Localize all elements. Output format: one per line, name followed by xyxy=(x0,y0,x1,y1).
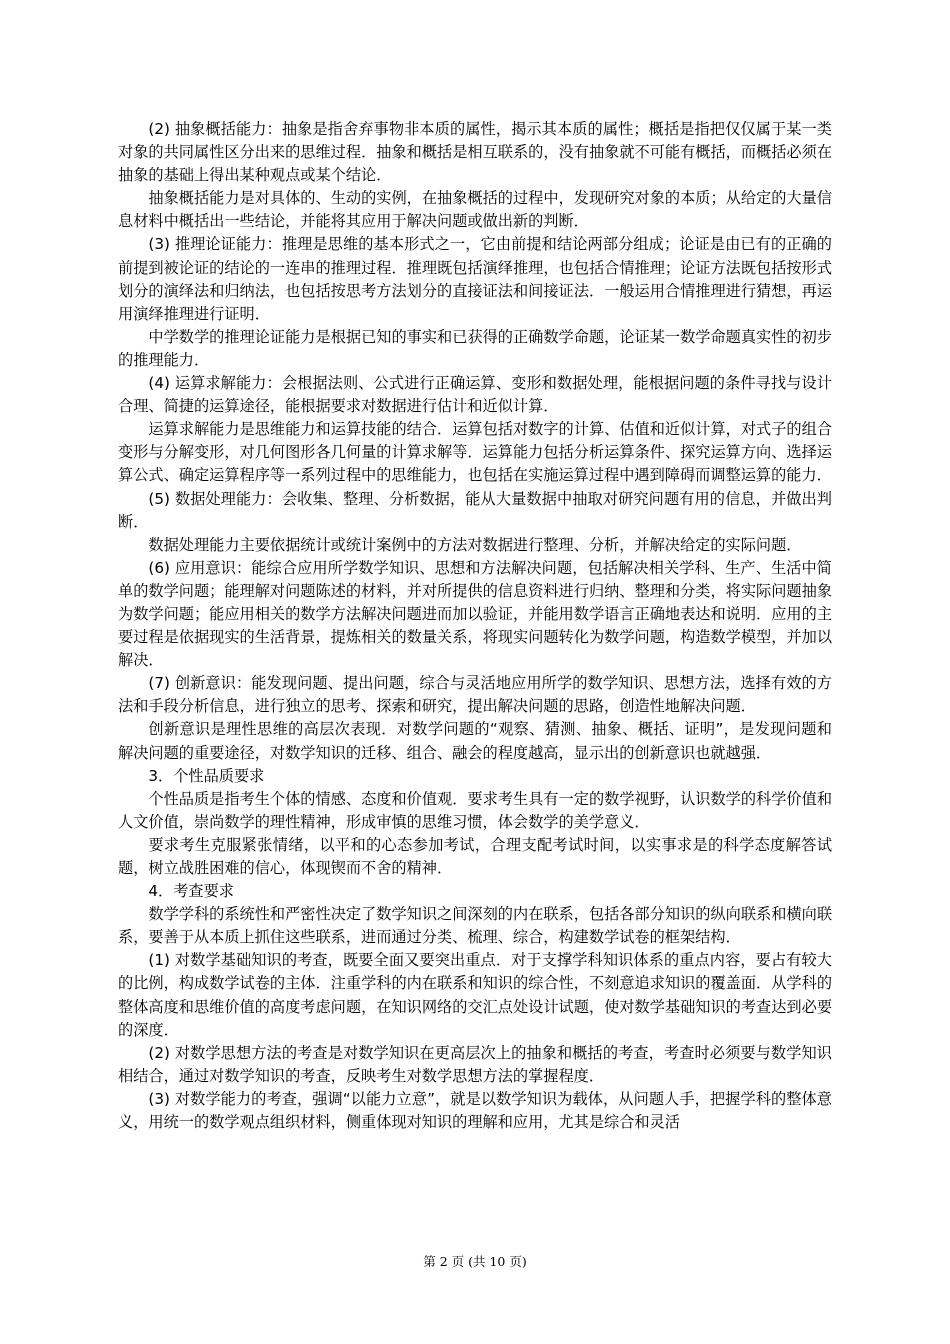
paragraph-abstraction-ability: (2) 抽象概括能力：抽象是指舍弃事物非本质的属性，揭示其本质的属性；概括是指把仅仅属于某一类对象的共同属性区分出来的思维过程．抽象和概括是相互联系的，没有抽象就不可能有概括，而概括必须在抽象的基础上得出某种观点或某个结论． xyxy=(118,120,832,185)
page-footer: 第 2 页 (共 10 页) xyxy=(423,1254,527,1269)
section-heading-assessment: 4．考查要求 xyxy=(148,882,234,901)
paragraph-personality-definition: 个性品质是指考生个体的情感、态度和价值观．要求考生具有一定的数学视野，认识数学的科学价值和人文价值，崇尚数学的理性精神，形成审慎的思维习惯，体会数学的美学意义． xyxy=(118,789,832,831)
paragraph-assessment-basic-knowledge: (1) 对数学基础知识的考查，既要全面又要突出重点．对于支撑学科知识体系的重点内容，要占有较大的比例，构成数学试卷的主体．注重学科的内在联系和知识的综合性，不刻意追求知识的覆盖面．从学科的整体高度和思维价值的高度考虑问题，在知识网络的交汇点处设计试题，使对数学基础知识的考查达到必要的深度． xyxy=(118,951,832,1039)
paragraph-assessment-thinking-methods: (2) 对数学思想方法的考查是对数学知识在更高层次上的抽象和概括的考查，考查时必须要与数学知识相结合，通过对数学知识的考查，反映考生对数学思想方法的掌握程度． xyxy=(118,1043,832,1085)
paragraph-data-processing-ability: (5) 数据处理能力：会收集、整理、分析数据，能从大量数据中抽取对研究问题有用的信息，并做出判断． xyxy=(118,489,832,531)
paragraph-computation-ability: (4) 运算求解能力：会根据法则、公式进行正确运算、变形和数据处理，能根据问题的条件寻找与设计合理、简捷的运算途径，能根据要求对数据进行估计和近似计算． xyxy=(118,374,832,416)
paragraph-personality-requirement: 要求考生克服紧张情绪，以平和的心态参加考试，合理支配考试时间，以实事求是的科学态度解答试题，树立战胜困难的信心，体现锲而不舍的精神． xyxy=(118,835,832,877)
paragraph-data-processing-detail: 数据处理能力主要依据统计或统计案例中的方法对数据进行整理、分析，并解决给定的实际问题． xyxy=(148,535,802,554)
section-heading-personality: 3．个性品质要求 xyxy=(148,766,265,785)
paragraph-reasoning-detail: 中学数学的推理论证能力是根据已知的事实和已获得的正确数学命题，论证某一数学命题真实性的初步的推理能力． xyxy=(118,327,832,369)
paragraph-innovation-detail: 创新意识是理性思维的高层次表现．对数学问题的“观察、猜测、抽象、概括、证明”，是发现问题和解决问题的重要途径，对数学知识的迁移、组合、融会的程度越高，显示出的创新意识也就越强． xyxy=(118,720,832,762)
paragraph-innovation-awareness: (7) 创新意识：能发现问题、提出问题，综合与灵活地应用所学的数学知识、思想方法，选择有效的方法和手段分析信息，进行独立的思考、探索和研究，提出解决问题的思路，创造性地解决问题． xyxy=(118,674,832,716)
paragraph-abstraction-detail: 抽象概括能力是对具体的、生动的实例，在抽象概括的过程中，发现研究对象的本质；从给定的大量信息材料中概括出一些结论，并能将其应用于解决问题或做出新的判断． xyxy=(118,189,832,231)
paragraph-assessment-ability: (3) 对数学能力的考查，强调“以能力立意”，就是以数学知识为载体，从问题人手，把握学科的整体意义，用统一的数学观点组织材料，侧重体现对知识的理解和应用，尤其是综合和灵活 xyxy=(118,1089,832,1132)
paragraph-application-awareness: (6) 应用意识：能综合应用所学数学知识、思想和方法解决问题，包括解决相关学科、生产、生活中简单的数学问题；能理解对问题陈述的材料，并对所提供的信息资料进行归纳、整理和分类，将实际问题抽象为数学问题；能应用相关的数学方法解决问题进而加以验证，并能用数学语言正确地表达和说明．应用的主要过程是依据现实的生活背景，提炼相关的数量关系，将现实问题转化为数学问题，构造数学模型，并加以解决． xyxy=(118,558,832,670)
paragraph-reasoning-ability: (3) 推理论证能力：推理是思维的基本形式之一，它由前提和结论两部分组成；论证是由已有的正确的前提到被论证的结论的一连串的推理过程．推理既包括演绎推理，也包括合情推理；论证方法既包括按形式划分的演绎法和归纳法，也包括按思考方法划分的直接证法和间接证法．一般运用合情推理进行猜想，再运用演绎推理进行证明． xyxy=(118,235,832,323)
paragraph-assessment-intro: 数学学科的系统性和严密性决定了数学知识之间深刻的内在联系，包括各部分知识的纵向联系和横向联系，要善于从本质上抓住这些联系，进而通过分类、梳理、综合，构建数学试卷的框架结构． xyxy=(118,905,832,947)
document-body xyxy=(118,118,832,1134)
paragraph-computation-detail: 运算求解能力是思维能力和运算技能的结合．运算包括对数字的计算、估值和近似计算，对式子的组合变形与分解变形，对几何图形各几何量的计算求解等．运算能力包括分析运算条件、探究运算方向、选择运算公式、确定运算程序等一系列过程中的思维能力，也包括在实施运算过程中遇到障碍而调整运算的能力． xyxy=(118,420,832,485)
